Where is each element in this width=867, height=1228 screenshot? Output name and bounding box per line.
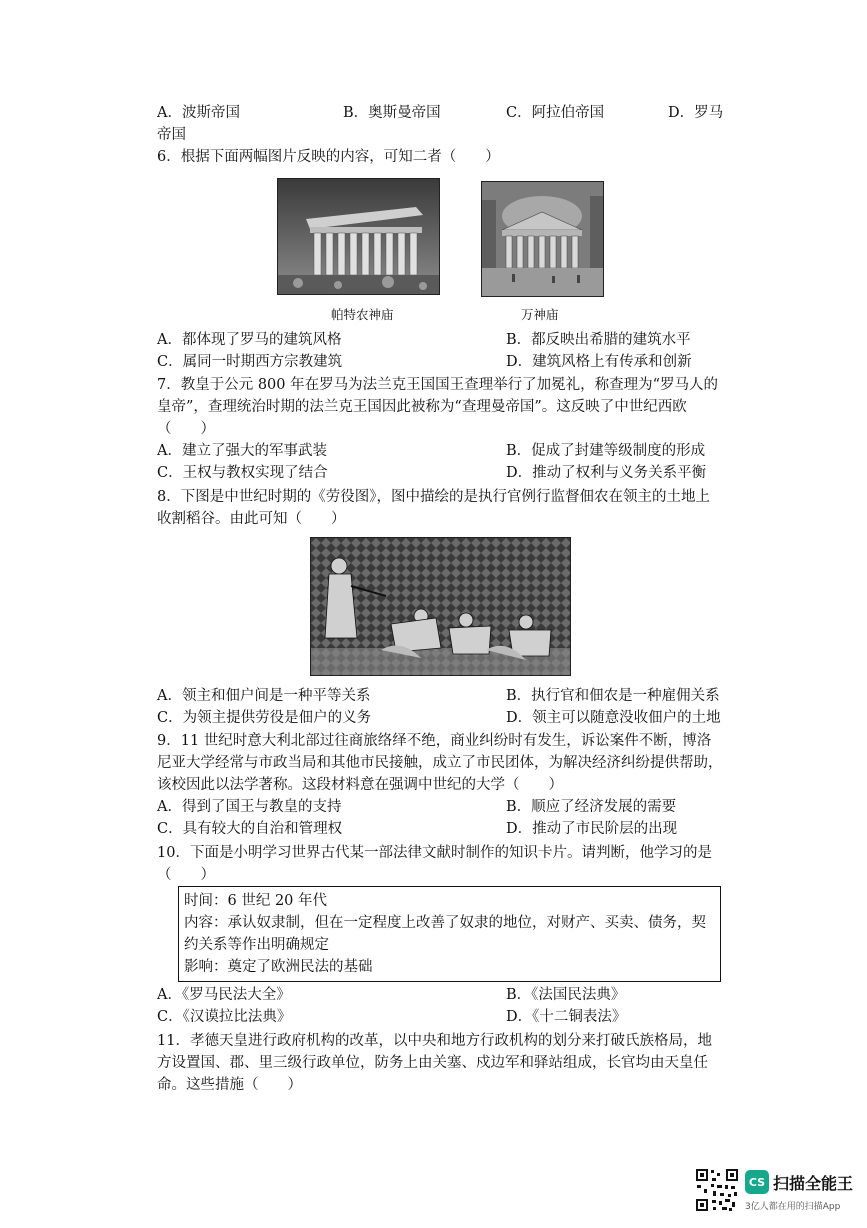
qr-code-icon bbox=[695, 1168, 739, 1212]
q8-option-a: A．领主和佃户间是一种平等关系 bbox=[157, 688, 371, 704]
card-time: 时间：6 世纪 20 年代 bbox=[184, 893, 328, 909]
q8-option-d: D．领主可以随意没收佃户的土地 bbox=[506, 710, 721, 726]
q10-option-d: D．《十二铜表法》 bbox=[506, 1009, 627, 1025]
q9-option-d: D．推动了市民阶层的出现 bbox=[506, 821, 678, 837]
q10-option-b: B．《法国民法典》 bbox=[506, 987, 626, 1003]
parthenon-image bbox=[277, 178, 440, 295]
q11-stem-line1: 11．孝德天皇进行政府机构的改革，以中央和地方行政机构的划分来打破氏族格局，地 bbox=[157, 1033, 712, 1049]
corvee-image bbox=[310, 537, 571, 676]
q6-option-c: C．属同一时期西方宗教建筑 bbox=[157, 354, 343, 370]
q11-stem-line2: 方设置国、郡、里三级行政单位，防务上由关塞、戍边军和驿站组成，长官均由天皇任 bbox=[157, 1055, 708, 1071]
q9-option-b: B．顺应了经济发展的需要 bbox=[506, 799, 677, 815]
q7-stem-line2: 皇帝”，查理统治时期的法兰克王国因此被称为“查理曼帝国”。这反映了中世纪西欧 bbox=[157, 399, 687, 415]
camscanner-tagline: 3亿人都在用的扫描App bbox=[745, 1202, 841, 1212]
q10-option-c: C．《汉谟拉比法典》 bbox=[157, 1009, 292, 1025]
q6-option-a: A．都体现了罗马的建筑风格 bbox=[157, 332, 342, 348]
pantheon-image bbox=[481, 181, 604, 297]
camscanner-name: 扫描全能王 bbox=[773, 1174, 854, 1193]
q10-stem-line2: （ ） bbox=[157, 867, 215, 883]
card-impact: 影响：奠定了欧洲民法的基础 bbox=[184, 959, 373, 975]
card-content-line1: 内容：承认奴隶制，但在一定程度上改善了奴隶的地位，对财产、买卖、债务，契 bbox=[184, 915, 706, 931]
q7-option-b: B．促成了封建等级制度的形成 bbox=[506, 443, 706, 459]
camscanner-logo-text: CS bbox=[748, 1175, 766, 1189]
q8-stem-line1: 8．下图是中世纪时期的《劳役图》，图中描绘的是执行官例行监督佃农在领主的土地上 bbox=[157, 489, 710, 505]
q5-option-d: D．罗马 bbox=[668, 105, 724, 121]
pantheon-caption: 万神庙 bbox=[521, 307, 559, 322]
parthenon-caption: 帕特农神庙 bbox=[331, 307, 394, 322]
q8-stem-line2: 收割稻谷。由此可知（ ） bbox=[157, 511, 346, 527]
q7-stem-line1: 7．教皇于公元 800 年在罗马为法兰克王国国王查理举行了加冕礼，称查理为“罗马人的 bbox=[157, 377, 719, 393]
q7-option-d: D．推动了权利与义务关系平衡 bbox=[506, 465, 707, 481]
q6-option-d: D．建筑风格上有传承和创新 bbox=[506, 354, 692, 370]
q5-option-c: C．阿拉伯帝国 bbox=[506, 105, 605, 121]
q7-option-c: C．王权与教权实现了结合 bbox=[157, 465, 328, 481]
q5-option-b: B．奥斯曼帝国 bbox=[343, 105, 441, 121]
q5-option-a: A．波斯帝国 bbox=[157, 105, 240, 121]
q7-stem-line3: （ ） bbox=[157, 421, 215, 437]
q9-stem-line3: 该校因此以法学著称。这段材料意在强调中世纪的大学（ ） bbox=[157, 777, 563, 793]
q6-stem: 6．根据下面两幅图片反映的内容，可知二者（ ） bbox=[157, 149, 500, 165]
camscanner-logo-icon bbox=[745, 1170, 769, 1194]
q7-option-a: A．建立了强大的军事武装 bbox=[157, 443, 327, 459]
q9-option-a: A．得到了国王与教皇的支持 bbox=[157, 799, 342, 815]
q6-option-b: B．都反映出希腊的建筑水平 bbox=[506, 332, 691, 348]
q9-stem-line1: 9．11 世纪时意大利北部过往商旅络绎不绝，商业纠纷时有发生，诉讼案件不断，博洛 bbox=[157, 733, 712, 749]
card-content-line2: 约关系等作出明确规定 bbox=[184, 937, 329, 953]
q8-option-c: C．为领主提供劳役是佃户的义务 bbox=[157, 710, 372, 726]
q11-stem-line3: 命。这些措施（ ） bbox=[157, 1077, 302, 1093]
q9-stem-line2: 尼亚大学经常与市政当局和其他市民接触，成立了市民团体，为解决经济纠纷提供帮助， bbox=[157, 755, 723, 771]
q5-option-d-cont: 帝国 bbox=[157, 127, 186, 143]
q10-stem-line1: 10．下面是小明学习世界古代某一部法律文献时制作的知识卡片。请判断，他学习的是 bbox=[157, 845, 712, 861]
q9-option-c: C．具有较大的自治和管理权 bbox=[157, 821, 343, 837]
q10-option-a: A．《罗马民法大全》 bbox=[157, 987, 291, 1003]
q8-option-b: B．执行官和佃农是一种雇佣关系 bbox=[506, 688, 720, 704]
